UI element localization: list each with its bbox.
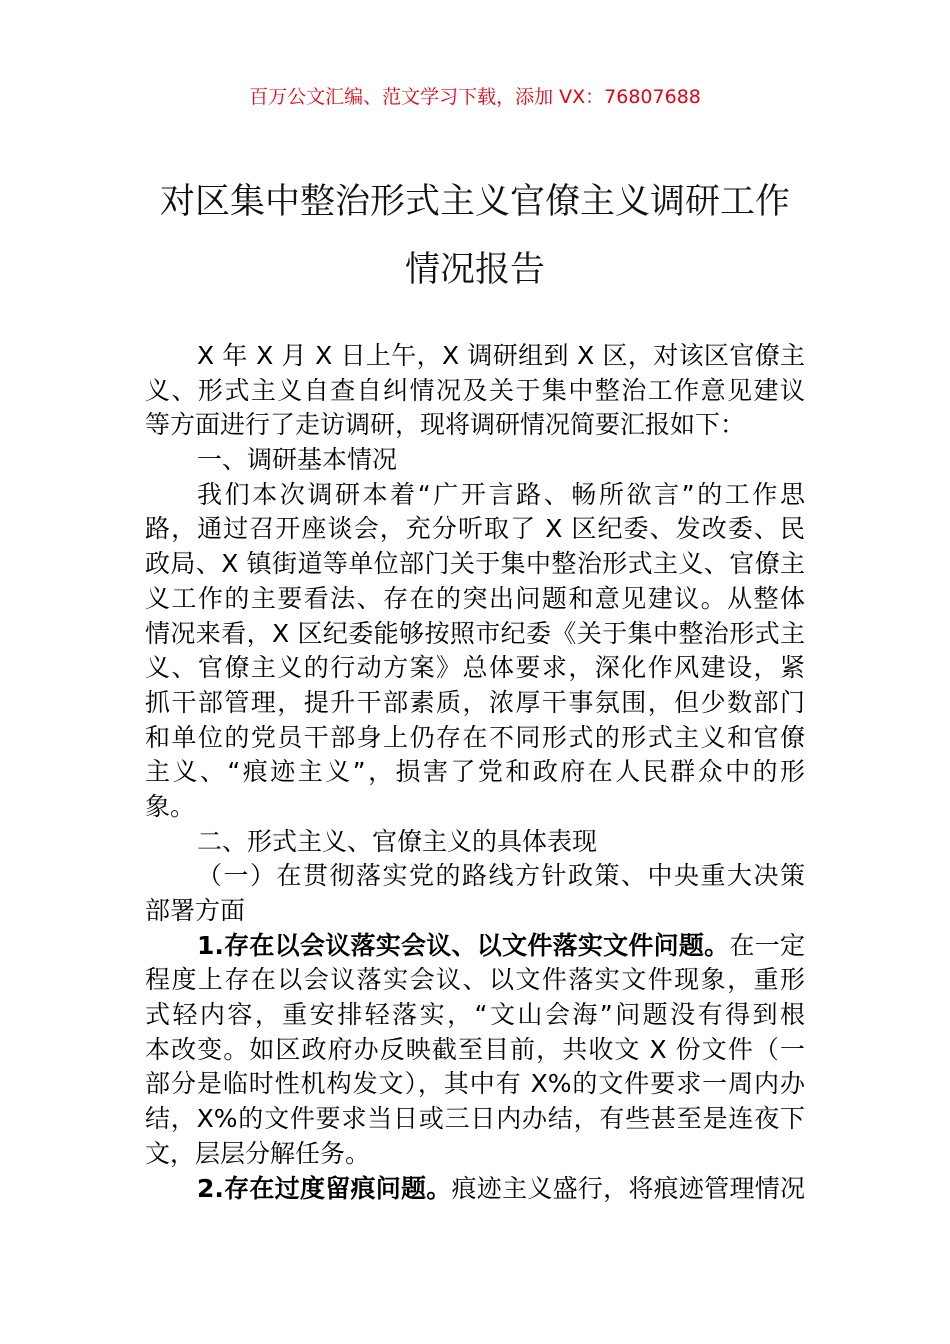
paragraph <box>145 478 805 825</box>
text-segment: 和单位的党员干部身上仍存在不同形式的形式主义和官僚 <box>145 722 805 752</box>
text-line <box>145 790 805 825</box>
text-segment: 程度上存在以会议落实会议、以文件落实文件现象，重形 <box>145 965 805 995</box>
text-line <box>145 339 805 374</box>
text-segment: 情况来看，X 区纪委能够按照市纪委《关于集中整治形式主 <box>145 618 805 648</box>
bold-heading-text: 1.存在以会议落实会议、以文件落实文件问题。 <box>197 930 730 960</box>
text-line <box>145 374 805 409</box>
paragraph <box>145 825 805 860</box>
text-line <box>145 1172 805 1207</box>
text-segment: 一、调研基本情况 <box>197 445 398 475</box>
text-line <box>145 478 805 513</box>
paragraph <box>145 1172 805 1207</box>
text-line <box>145 859 805 894</box>
text-line <box>145 582 805 617</box>
text-segment: 义、官僚主义的行动方案》总体要求，深化作风建设，紧 <box>145 653 805 683</box>
text-line <box>145 617 805 652</box>
watermark-contact: 百万公文汇编、范文学习下载，添加 VX：76807688 <box>249 86 701 108</box>
text-line <box>145 755 805 790</box>
text-line <box>145 443 805 478</box>
paragraph <box>145 443 805 478</box>
text-line <box>145 1102 805 1137</box>
document-body <box>145 339 805 1206</box>
text-segment: 二、形式主义、官僚主义的具体表现 <box>197 826 598 856</box>
text-segment: 部署方面 <box>145 896 246 925</box>
text-line <box>145 1137 805 1172</box>
text-segment: 式轻内容，重安排轻落实，“文山会海”问题没有得到根 <box>145 1000 805 1030</box>
text-line <box>145 651 805 686</box>
text-line <box>145 825 805 860</box>
text-segment: 义工作的主要看法、存在的突出问题和意见建议。从整体 <box>145 583 805 613</box>
text-line <box>145 998 805 1033</box>
text-segment: 我们本次调研本着“广开言路、畅所欲言”的工作思 <box>197 479 805 509</box>
text-line <box>145 512 805 547</box>
text-line <box>145 894 805 929</box>
text-segment: 结，X%的文件要求当日或三日内办结，有些甚至是连夜下 <box>145 1104 805 1134</box>
document-title-line-1: 对区集中整治形式主义官僚主义调研工作 <box>159 182 790 222</box>
text-segment: 部分是临时性机构发文），其中有 X%的文件要求一周内办 <box>145 1069 805 1099</box>
text-line <box>145 1067 805 1102</box>
text-segment: X 年 X 月 X 日上午，X 调研组到 X 区，对该区官僚主 <box>197 341 805 370</box>
text-line <box>145 929 805 964</box>
text-segment: 抓干部管理，提升干部素质，浓厚干事氛围，但少数部门 <box>145 687 805 717</box>
bold-heading-text: 2.存在过度留痕问题。 <box>197 1173 452 1203</box>
text-segment: 痕迹主义盛行，将痕迹管理情况 <box>451 1173 805 1203</box>
text-line <box>145 547 805 582</box>
text-line <box>145 963 805 998</box>
text-segment: 本改变。如区政府办反映截至目前，共收文 X 份文件（一 <box>145 1034 805 1064</box>
text-segment: 政局、X 镇街道等单位部门关于集中整治形式主义、官僚主 <box>145 549 805 579</box>
text-segment: 在一定 <box>729 930 805 960</box>
text-segment: 路，通过召开座谈会，充分听取了 X 区纪委、发改委、民 <box>145 514 805 544</box>
paragraph <box>145 339 805 443</box>
text-line <box>145 686 805 721</box>
text-segment: 主义、“痕迹主义”，损害了党和政府在人民群众中的形 <box>145 757 805 787</box>
paragraph <box>145 859 805 928</box>
text-segment: 义、形式主义自查自纠情况及关于集中整治工作意见建议 <box>145 375 805 405</box>
text-segment: 象。 <box>145 791 196 821</box>
text-line <box>145 408 805 443</box>
text-line <box>145 721 805 756</box>
text-segment: 文，层层分解任务。 <box>145 1138 371 1168</box>
document-title-line-2: 情况报告 <box>404 250 545 290</box>
text-segment: 等方面进行了走访调研，现将调研情况简要汇报如下： <box>145 410 746 440</box>
text-line <box>145 1033 805 1068</box>
text-segment: （一）在贯彻落实党的路线方针政策、中央重大决策 <box>197 861 805 891</box>
paragraph <box>145 929 805 1172</box>
